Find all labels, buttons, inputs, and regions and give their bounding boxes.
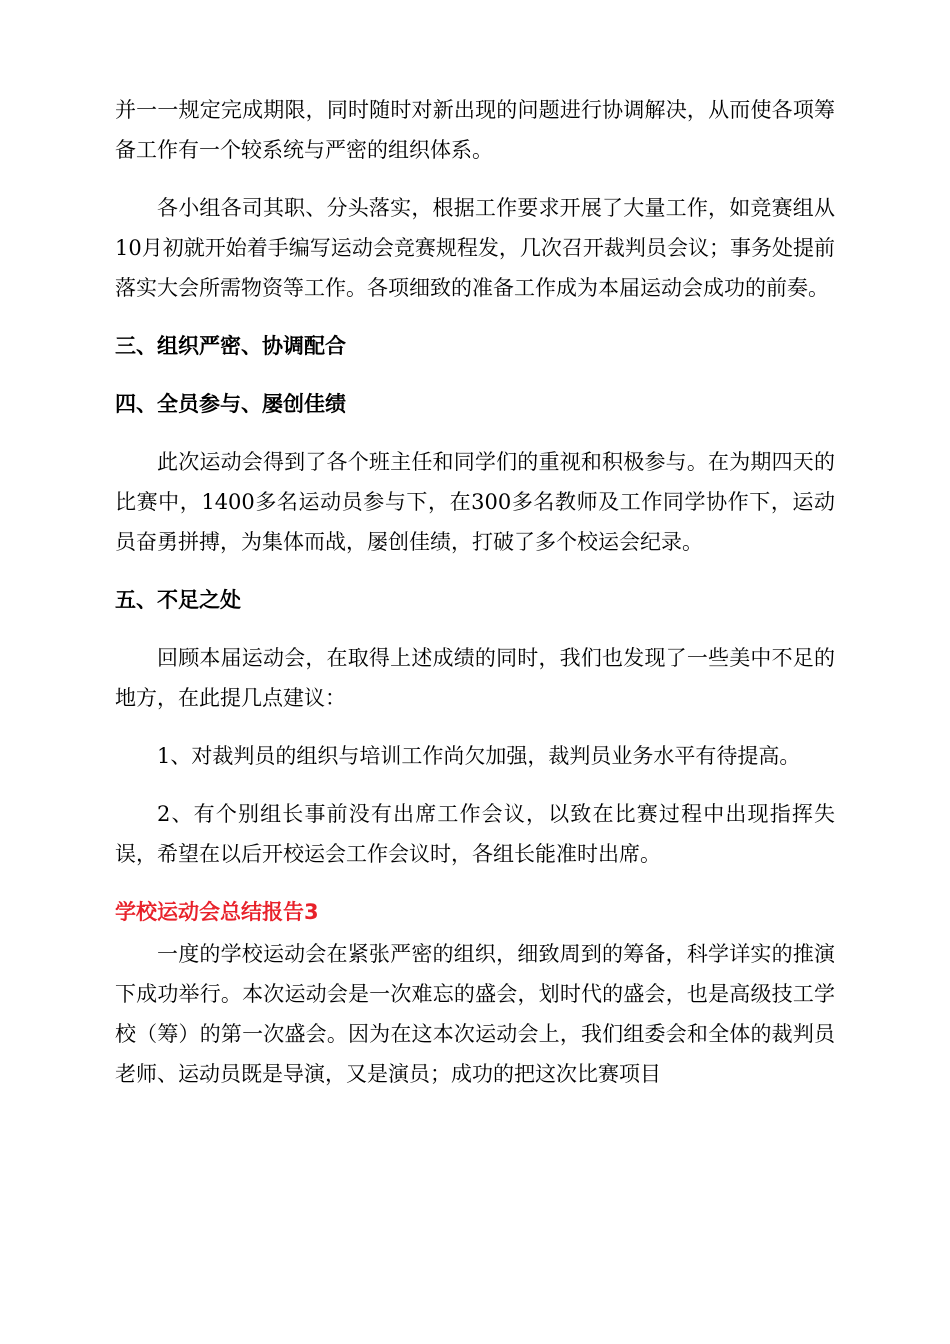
paragraph-suggestion-one: 1、对裁判员的组织与培训工作尚欠加强，裁判员业务水平有待提高。 [157,744,801,768]
heading-section-three: 三、组织严密、协调配合 [115,334,346,358]
paragraph-participation: 此次运动会得到了各个班主任和同学们的重视和积极参与。在为期四天的比赛中，1400多名运动员参与下，在300多名教师及工作同学协作下，运动员奋勇拼搏，为集体而战，屡创佳绩，打破了多个校运会纪录。 [115,450,835,554]
paragraph-review: 回顾本届运动会，在取得上述成绩的同时，我们也发现了一些美中不足的地方，在此提几点建议： [115,646,835,710]
heading-section-five: 五、不足之处 [115,588,241,612]
paragraph-report-3-intro: 一度的学校运动会在紧张严密的组织，细致周到的筹备，科学详实的推演下成功举行。本次运动会是一次难忘的盛会，划时代的盛会，也是高级技工学校（筹）的第一次盛会。因为在这本次运动会上，我们组委会和全体的裁判员老师、运动员既是导演，又是演员；成功的把这次比赛项目 [115,942,835,1086]
paragraph-suggestion-two: 2、有个别组长事前没有出席工作会议，以致在比赛过程中出现指挥失误，希望在以后开校运会工作会议时，各组长能准时出席。 [115,802,835,866]
section-title-report-3: 学校运动会总结报告3 [115,900,319,924]
paragraph-organization-system: 并一一规定完成期限，同时随时对新出现的问题进行协调解决，从而使各项筹备工作有一个较系统与严密的组织体系。 [115,98,835,162]
document-page [115,90,835,1112]
heading-section-four: 四、全员参与、屡创佳绩 [115,392,346,416]
paragraph-groups-work: 各小组各司其职、分头落实，根据工作要求开展了大量工作，如竞赛组从10月初就开始着手编写运动会竞赛规程发，几次召开裁判员会议；事务处提前落实大会所需物资等工作。各项细致的准备工作成为本届运动会成功的前奏。 [115,196,835,300]
